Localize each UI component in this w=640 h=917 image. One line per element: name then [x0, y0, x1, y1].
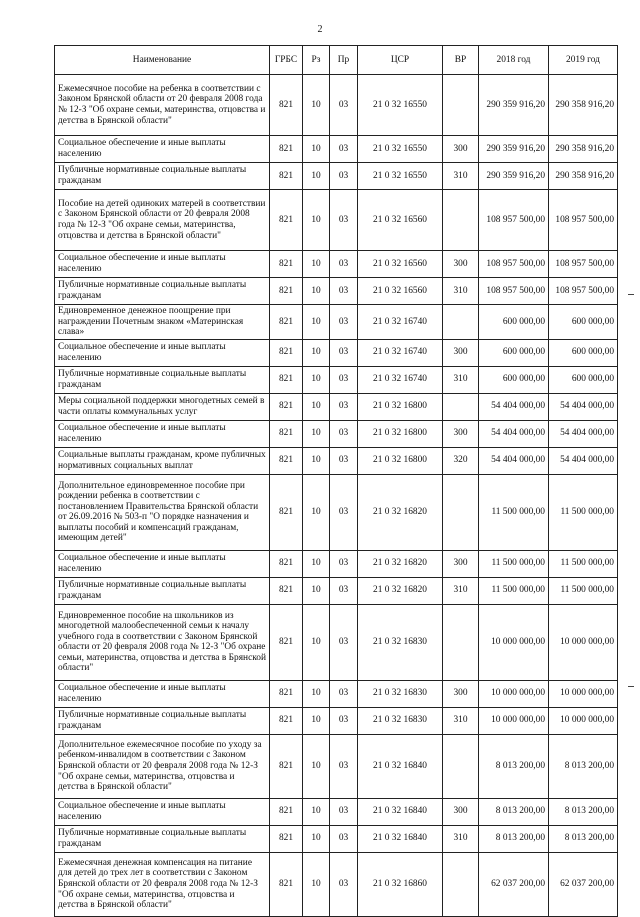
row-grbs: 821 [270, 420, 303, 447]
row-amount-2018: 600 000,00 [479, 339, 549, 366]
row-amount-2019: 600 000,00 [549, 339, 618, 366]
row-amount-2019: 600 000,00 [549, 305, 618, 340]
table-row [55, 339, 618, 366]
row-pr: 03 [330, 420, 358, 447]
row-grbs: 821 [270, 447, 303, 474]
row-grbs: 821 [270, 339, 303, 366]
header-pr: Пр [330, 46, 358, 75]
row-grbs: 821 [270, 852, 303, 916]
row-amount-2018: 11 500 000,00 [479, 474, 549, 550]
row-vr: 310 [443, 825, 479, 852]
header-csr: ЦСР [358, 46, 443, 75]
row-rz: 10 [303, 474, 330, 550]
table-row [55, 734, 618, 798]
row-pr: 03 [330, 852, 358, 916]
row-name: Публичные нормативные социальные выплаты гражданам [55, 825, 270, 852]
row-name: Социальные выплаты гражданам, кроме публичных нормативных социальных выплат [55, 447, 270, 474]
row-csr: 21 0 32 16840 [358, 734, 443, 798]
row-vr [443, 75, 479, 136]
row-csr: 21 0 32 16830 [358, 707, 443, 734]
row-csr: 21 0 32 16820 [358, 474, 443, 550]
row-grbs: 821 [270, 798, 303, 825]
row-vr: 310 [443, 577, 479, 604]
row-amount-2018: 600 000,00 [479, 366, 549, 393]
row-rz: 10 [303, 163, 330, 190]
row-grbs: 821 [270, 305, 303, 340]
row-amount-2019: 108 957 500,00 [549, 251, 618, 278]
row-grbs: 821 [270, 393, 303, 420]
row-vr: 300 [443, 136, 479, 163]
row-pr: 03 [330, 75, 358, 136]
row-name: Социальное обеспечение и иные выплаты населению [55, 251, 270, 278]
row-pr: 03 [330, 251, 358, 278]
row-amount-2019: 600 000,00 [549, 366, 618, 393]
row-grbs: 821 [270, 136, 303, 163]
row-pr: 03 [330, 798, 358, 825]
table-row [55, 75, 618, 136]
row-rz: 10 [303, 577, 330, 604]
row-csr: 21 0 32 16830 [358, 604, 443, 680]
row-amount-2019: 10 000 000,00 [549, 680, 618, 707]
row-amount-2019: 10 000 000,00 [549, 604, 618, 680]
row-name: Публичные нормативные социальные выплаты гражданам [55, 707, 270, 734]
header-year-2019: 2019 год [549, 46, 618, 75]
row-pr: 03 [330, 190, 358, 251]
row-csr: 21 0 32 16550 [358, 136, 443, 163]
header-rz: Рз [303, 46, 330, 75]
table-row [55, 251, 618, 278]
table-row [55, 447, 618, 474]
row-name: Социальное обеспечение и иные выплаты населению [55, 420, 270, 447]
row-pr: 03 [330, 278, 358, 305]
row-csr: 21 0 32 16740 [358, 305, 443, 340]
row-amount-2019: 11 500 000,00 [549, 577, 618, 604]
row-rz: 10 [303, 420, 330, 447]
row-name: Социальное обеспечение и иные выплаты населению [55, 550, 270, 577]
row-name: Дополнительное ежемесячное пособие по уходу за ребенком-инвалидом в соответствии с Законом Брянской области от 20 февраля 2008 года № 12-З "Об охране семьи, материнства, отцовства и детства в Брянской области" [55, 734, 270, 798]
row-csr: 21 0 32 16860 [358, 852, 443, 916]
table-row [55, 474, 618, 550]
table-row [55, 798, 618, 825]
row-pr: 03 [330, 550, 358, 577]
row-amount-2018: 54 404 000,00 [479, 420, 549, 447]
row-name: Социальное обеспечение и иные выплаты населению [55, 680, 270, 707]
row-name: Ежемесячное пособие на ребенка в соответствии с Законом Брянской области от 20 февраля 2008 года № 12-З "Об охране семьи, материнства, отцовства и детства в Брянской области" [55, 75, 270, 136]
row-csr: 21 0 32 16800 [358, 420, 443, 447]
row-amount-2018: 290 359 916,20 [479, 75, 549, 136]
row-csr: 21 0 32 16820 [358, 550, 443, 577]
row-vr [443, 734, 479, 798]
row-vr [443, 852, 479, 916]
row-name: Социальное обеспечение и иные выплаты населению [55, 136, 270, 163]
row-vr [443, 474, 479, 550]
table-row [55, 825, 618, 852]
row-amount-2019: 11 500 000,00 [549, 550, 618, 577]
row-vr: 320 [443, 447, 479, 474]
row-name: Пособие на детей одиноких матерей в соответствии с Законом Брянской области от 20 февраля 2008 года № 12-З "Об охране семьи, материнства, отцовства и детства в Брянской области" [55, 190, 270, 251]
row-rz: 10 [303, 825, 330, 852]
row-grbs: 821 [270, 366, 303, 393]
row-amount-2018: 8 013 200,00 [479, 798, 549, 825]
row-pr: 03 [330, 339, 358, 366]
row-amount-2018: 10 000 000,00 [479, 680, 549, 707]
row-grbs: 821 [270, 190, 303, 251]
row-name: Единовременное денежное поощрение при награждении Почетным знаком «Материнская слава» [55, 305, 270, 340]
row-csr: 21 0 32 16550 [358, 163, 443, 190]
row-rz: 10 [303, 550, 330, 577]
row-rz: 10 [303, 707, 330, 734]
budget-table [54, 45, 618, 917]
row-amount-2019: 10 000 000,00 [549, 707, 618, 734]
table-row [55, 393, 618, 420]
row-rz: 10 [303, 278, 330, 305]
row-csr: 21 0 32 16550 [358, 75, 443, 136]
row-amount-2018: 62 037 200,00 [479, 852, 549, 916]
row-vr: 310 [443, 278, 479, 305]
row-amount-2018: 108 957 500,00 [479, 190, 549, 251]
row-amount-2019: 108 957 500,00 [549, 190, 618, 251]
row-name: Публичные нормативные социальные выплаты гражданам [55, 163, 270, 190]
table-row [55, 278, 618, 305]
row-csr: 21 0 32 16740 [358, 366, 443, 393]
row-vr: 300 [443, 550, 479, 577]
row-pr: 03 [330, 163, 358, 190]
row-amount-2019: 54 404 000,00 [549, 447, 618, 474]
row-rz: 10 [303, 366, 330, 393]
row-rz: 10 [303, 339, 330, 366]
row-amount-2019: 62 037 200,00 [549, 852, 618, 916]
row-amount-2018: 54 404 000,00 [479, 393, 549, 420]
row-amount-2018: 290 359 916,20 [479, 136, 549, 163]
table-row [55, 550, 618, 577]
row-grbs: 821 [270, 707, 303, 734]
row-name: Меры социальной поддержки многодетных семей в части оплаты коммунальных услуг [55, 393, 270, 420]
row-vr [443, 305, 479, 340]
row-csr: 21 0 32 16820 [358, 577, 443, 604]
row-rz: 10 [303, 305, 330, 340]
row-pr: 03 [330, 474, 358, 550]
row-name: Ежемесячная денежная компенсация на питание для детей до трех лет в соответствии с Законом Брянской области от 20 февраля 2008 года № 12-З "Об охране семьи, материнства, отцовства и детства в Брянской области" [55, 852, 270, 916]
row-rz: 10 [303, 852, 330, 916]
row-amount-2018: 108 957 500,00 [479, 251, 549, 278]
row-pr: 03 [330, 447, 358, 474]
row-vr: 300 [443, 680, 479, 707]
row-rz: 10 [303, 734, 330, 798]
row-rz: 10 [303, 393, 330, 420]
row-rz: 10 [303, 251, 330, 278]
row-rz: 10 [303, 136, 330, 163]
row-pr: 03 [330, 825, 358, 852]
row-csr: 21 0 32 16740 [358, 339, 443, 366]
row-amount-2019: 290 358 916,20 [549, 136, 618, 163]
header-name: Наименование [55, 46, 270, 75]
row-csr: 21 0 32 16800 [358, 447, 443, 474]
table-row [55, 366, 618, 393]
row-grbs: 821 [270, 75, 303, 136]
row-amount-2019: 8 013 200,00 [549, 734, 618, 798]
row-vr: 300 [443, 251, 479, 278]
row-csr: 21 0 32 16560 [358, 190, 443, 251]
row-vr: 310 [443, 366, 479, 393]
row-pr: 03 [330, 707, 358, 734]
row-name: Публичные нормативные социальные выплаты гражданам [55, 278, 270, 305]
row-amount-2018: 11 500 000,00 [479, 577, 549, 604]
row-amount-2019: 54 404 000,00 [549, 420, 618, 447]
row-amount-2019: 108 957 500,00 [549, 278, 618, 305]
row-name: Публичные нормативные социальные выплаты гражданам [55, 366, 270, 393]
row-grbs: 821 [270, 734, 303, 798]
row-name: Публичные нормативные социальные выплаты гражданам [55, 577, 270, 604]
row-csr: 21 0 32 16840 [358, 825, 443, 852]
table-body [55, 75, 618, 917]
row-csr: 21 0 32 16840 [358, 798, 443, 825]
row-grbs: 821 [270, 278, 303, 305]
row-grbs: 821 [270, 604, 303, 680]
row-amount-2018: 290 359 916,20 [479, 163, 549, 190]
header-grbs: ГРБС [270, 46, 303, 75]
row-vr [443, 393, 479, 420]
row-pr: 03 [330, 680, 358, 707]
row-csr: 21 0 32 16830 [358, 680, 443, 707]
row-pr: 03 [330, 366, 358, 393]
row-grbs: 821 [270, 163, 303, 190]
row-amount-2018: 10 000 000,00 [479, 604, 549, 680]
row-rz: 10 [303, 190, 330, 251]
header-year-2018: 2018 год [479, 46, 549, 75]
row-rz: 10 [303, 604, 330, 680]
row-pr: 03 [330, 305, 358, 340]
row-amount-2018: 108 957 500,00 [479, 278, 549, 305]
row-grbs: 821 [270, 825, 303, 852]
row-amount-2019: 290 358 916,20 [549, 163, 618, 190]
row-pr: 03 [330, 393, 358, 420]
row-pr: 03 [330, 136, 358, 163]
row-amount-2019: 8 013 200,00 [549, 825, 618, 852]
row-vr: 300 [443, 420, 479, 447]
table-row [55, 604, 618, 680]
row-amount-2018: 10 000 000,00 [479, 707, 549, 734]
row-amount-2019: 11 500 000,00 [549, 474, 618, 550]
table-row [55, 420, 618, 447]
row-name: Социальное обеспечение и иные выплаты населению [55, 339, 270, 366]
table-row [55, 163, 618, 190]
row-rz: 10 [303, 680, 330, 707]
row-grbs: 821 [270, 577, 303, 604]
row-name: Социальное обеспечение и иные выплаты населению [55, 798, 270, 825]
row-rz: 10 [303, 447, 330, 474]
table-row [55, 577, 618, 604]
row-csr: 21 0 32 16800 [358, 393, 443, 420]
row-rz: 10 [303, 798, 330, 825]
table-header-row [55, 46, 618, 75]
table-row [55, 852, 618, 916]
row-amount-2019: 8 013 200,00 [549, 798, 618, 825]
table-row [55, 680, 618, 707]
row-vr: 300 [443, 798, 479, 825]
row-rz: 10 [303, 75, 330, 136]
row-csr: 21 0 32 16560 [358, 251, 443, 278]
row-grbs: 821 [270, 550, 303, 577]
row-name: Единовременное пособие на школьников из многодетной малообеспеченной семьи к началу учебного года в соответствии с Законом Брянской области от 20 февраля 2008 года № 12-З "Об охране семьи, материнства, отцовства и детства в Брянской области" [55, 604, 270, 680]
row-amount-2018: 8 013 200,00 [479, 825, 549, 852]
row-vr: 300 [443, 339, 479, 366]
row-amount-2018: 600 000,00 [479, 305, 549, 340]
row-vr [443, 604, 479, 680]
edge-mark [628, 294, 634, 295]
row-vr: 310 [443, 707, 479, 734]
row-pr: 03 [330, 734, 358, 798]
row-name: Дополнительное единовременное пособие при рождении ребенка в соответствии с постановлением Правительства Брянской области от 26.09.2016 № 503-п "О порядке назначения и выплаты пособий и компенсаций гражданам, имеющим детей" [55, 474, 270, 550]
edge-mark [628, 686, 634, 687]
table-row [55, 707, 618, 734]
table-row [55, 136, 618, 163]
row-amount-2018: 8 013 200,00 [479, 734, 549, 798]
page-number: 2 [317, 24, 323, 35]
row-grbs: 821 [270, 474, 303, 550]
row-pr: 03 [330, 577, 358, 604]
row-amount-2019: 290 358 916,20 [549, 75, 618, 136]
row-amount-2018: 11 500 000,00 [479, 550, 549, 577]
row-csr: 21 0 32 16560 [358, 278, 443, 305]
header-vr: ВР [443, 46, 479, 75]
row-amount-2019: 54 404 000,00 [549, 393, 618, 420]
row-amount-2018: 54 404 000,00 [479, 447, 549, 474]
table-row [55, 305, 618, 340]
row-vr: 310 [443, 163, 479, 190]
row-grbs: 821 [270, 680, 303, 707]
row-grbs: 821 [270, 251, 303, 278]
row-pr: 03 [330, 604, 358, 680]
table-row [55, 190, 618, 251]
row-vr [443, 190, 479, 251]
